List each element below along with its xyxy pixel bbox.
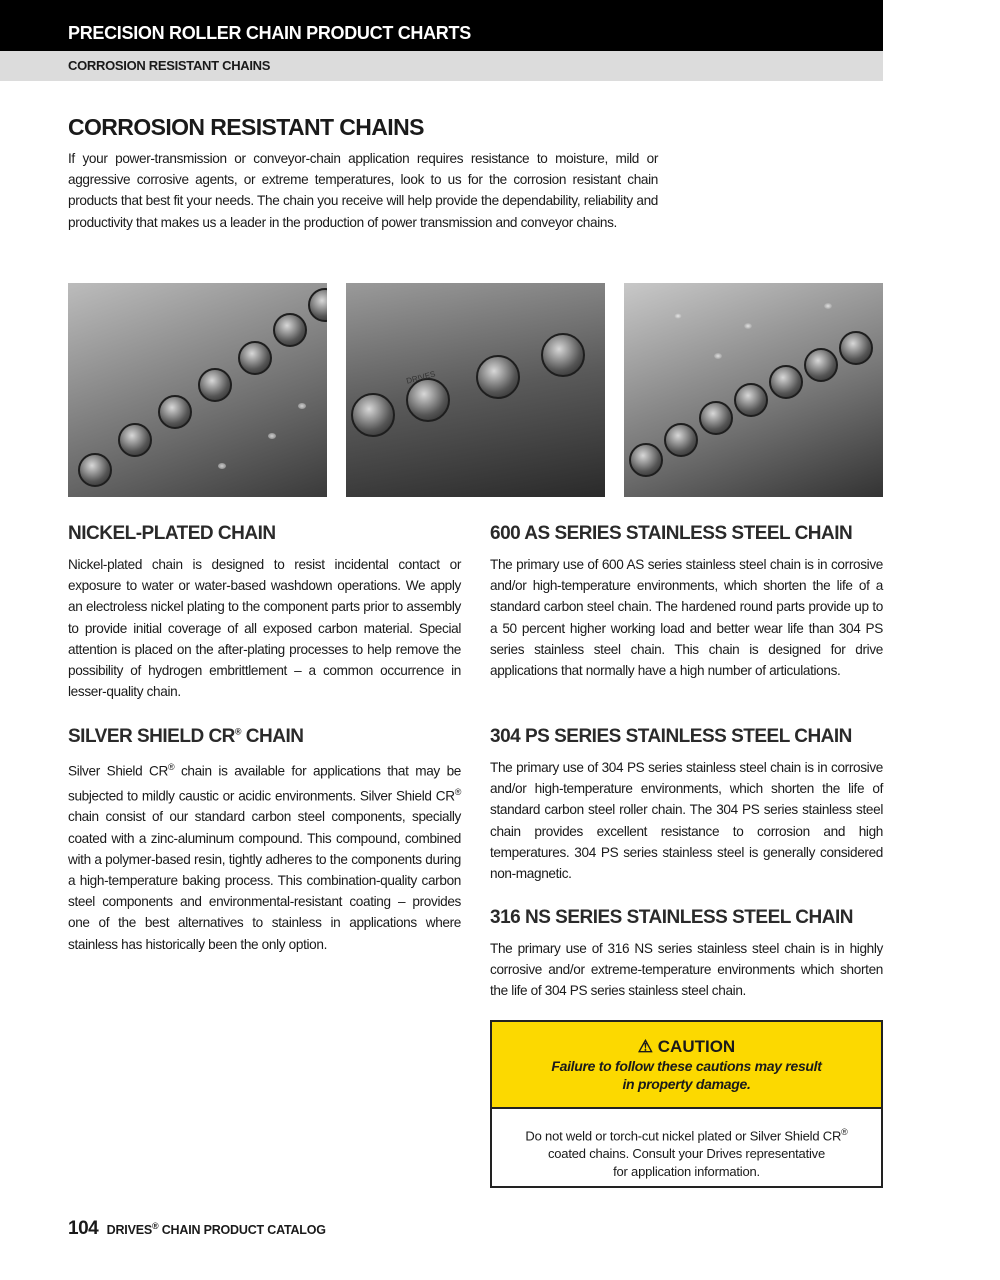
caution-box <box>490 1020 883 1188</box>
section-heading: 304 PS SERIES STAINLESS STEEL CHAIN <box>490 726 852 747</box>
600-as-section <box>490 523 883 681</box>
nickel-chain-photo <box>68 283 327 497</box>
silver-shield-section <box>68 726 461 955</box>
caution-subtitle-1: Failure to follow these cautions may result <box>551 1058 822 1074</box>
section-body: Silver Shield CR® chain is available for applications that may be subjected to mildly caustic or acidic environments. Silver Shield CR® chain consist of our standard carbon steel components, specially coated with a zinc-aluminum compound. This compound, combined with a polymer-based resin, tightly adheres to the components during a high-temperature baking process. This combination-quality carbon steel components and environmental-resistant coating – provides one of the best alternatives to stainless in applications where stainless has historically been the only option. <box>68 762 461 952</box>
page-title: CORROSION RESISTANT CHAINS <box>68 114 424 140</box>
section-heading: 316 NS SERIES STAINLESS STEEL CHAIN <box>490 907 853 928</box>
silver-shield-chain-photo <box>624 283 883 497</box>
section-bar <box>0 51 883 81</box>
316-ns-section <box>490 907 883 1002</box>
section-body: The primary use of 304 PS series stainless steel chain is in corrosive and/or high-temperature environments, which shorten the life of standard carbon steel roller chain. The 304 PS series stainless steel chain provides excellent resistance to corrosion and high temperatures. 304 PS series stainless steel is generally considered non-magnetic. <box>490 760 883 882</box>
section-heading: SILVER SHIELD CR® CHAIN <box>68 726 304 747</box>
section-body: Nickel-plated chain is designed to resist incidental contact or exposure to water or water-based washdown operations. We apply an electroless nickel plating to the component parts prior to assembly to provide initial coverage of all exposed carbon material. Special attention is placed on the after-plating processes to help remove the possibility of hydrogen embrittlement – a common occurrence in lesser-quality chain. <box>68 557 461 700</box>
header-subtitle: CORROSION RESISTANT CHAINS <box>68 58 271 73</box>
caution-title: CAUTION <box>657 1037 736 1056</box>
warning-triangle-icon: ⚠ <box>637 1037 654 1056</box>
intro-paragraph: If your power-transmission or conveyor-chain application requires resistance to moisture, mild or aggressive corrosive agents, or extreme temperatures, look to us for the corrosion resistant chain products that best fit your needs. The chain you receive will help provide the dependability, reliability and productivity that makes us a leader in the production of power transmission and conveyor chains. <box>68 151 658 230</box>
caution-header <box>492 1022 881 1109</box>
caution-body: Do not weld or torch-cut nickel plated or Silver Shield CR® coated chains. Consult your Drives representative for application information. <box>525 1127 848 1180</box>
catalog-name: DRIVES® CHAIN PRODUCT CATALOG <box>106 1220 326 1237</box>
caution-subtitle-2: in property damage. <box>622 1076 751 1092</box>
top-header-bar <box>0 0 883 51</box>
chain-stamp-text: DRIVES <box>405 369 437 386</box>
page-number: 104 <box>68 1218 99 1239</box>
stainless-chain-photo <box>346 283 605 497</box>
section-heading: 600 AS SERIES STAINLESS STEEL CHAIN <box>490 523 853 544</box>
304-ps-section <box>490 726 883 884</box>
header-title: PRECISION ROLLER CHAIN PRODUCT CHARTS <box>68 23 471 43</box>
page-footer <box>68 1218 326 1240</box>
nickel-plated-section <box>68 523 461 702</box>
section-body: The primary use of 316 NS series stainless steel chain is in highly corrosive and/or extreme-temperature environments which shorten the life of 304 PS series stainless steel chain. <box>490 941 883 999</box>
section-heading: NICKEL-PLATED CHAIN <box>68 523 276 544</box>
section-body: The primary use of 600 AS series stainless steel chain is in corrosive and/or high-temperature environments, which shorten the life of a standard carbon steel chain. The hardened round parts provide up to a 50 percent higher working load and better wear life than 304 PS series stainless steel chain. This chain is designed for drive applications that normally have a high number of articulations. <box>490 557 883 679</box>
